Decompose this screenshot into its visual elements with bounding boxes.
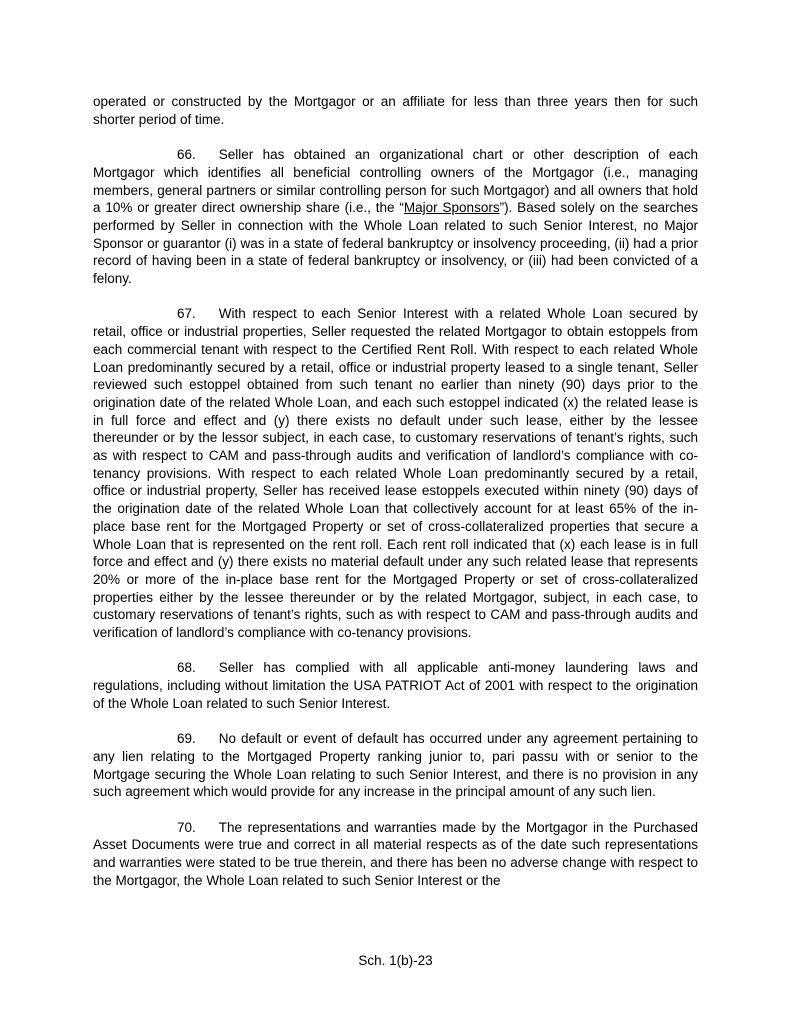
paragraph-number: 69.	[177, 731, 196, 747]
paragraph-67	[93, 305, 698, 641]
paragraph-66	[93, 146, 698, 288]
paragraph-69	[93, 730, 698, 801]
paragraph-70	[93, 819, 698, 890]
paragraph-number: 70.	[177, 819, 196, 835]
paragraph-number: 67.	[177, 306, 196, 322]
paragraph-text: operated or constructed by the Mortgagor or an affiliate for less than three years then for such shorter period of time.	[93, 94, 698, 127]
paragraph-text: No default or event of default has occurred under any agreement pertaining to any lien relating to the Mortgaged Property ranking junior to, pari passu with or senior to the Mortgage securing the Whole Loan relating to such Senior Interest, and there is no provision in any such agreement which would provide for any increase in the principal amount of any such lien.	[93, 731, 698, 800]
paragraph-text: The representations and warranties made by the Mortgagor in the Purchased Asset Documents were true and correct in all material respects as of the date such representations and warranties were stated to be true therein, and there has been no adverse change with respect to the Mortgagor, the Whole Loan related to such Senior Interest or the	[93, 819, 698, 888]
paragraph-text: ”). Based solely on the searches performed by Seller in connection with the Whole Loan related to such Senior Interest, no Major Sponsor or guarantor (i) was in a state of federal bankruptcy or insolvency proceeding, (ii) had a prior record of having been in a state of federal bankruptcy or insolvency, or (iii) had been convicted of a felony.	[93, 200, 698, 287]
defined-term-major-sponsors: Major Sponsors	[403, 200, 500, 216]
paragraph-68	[93, 659, 698, 712]
paragraph-number: 68.	[177, 660, 196, 676]
paragraph-text: Seller has obtained an organizational chart or other description of each Mortgagor which identifies all beneficial controlling owners of the Mortgagor (i.e., managing members, general partners or similar controlling person for such Mortgagor) and all owners that hold a 10% or greater direct ownership share (i.e., the “	[93, 147, 698, 216]
page-number-footer: Sch. 1(b)-23	[358, 953, 433, 968]
paragraph-text: With respect to each Senior Interest with a related Whole Loan secured by retail, office or industrial properties, Seller requested the related Mortgagor to obtain estoppels from each commercial tenant with respect to the Certified Rent Roll. With respect to each related Whole Loan predominantly secured by a retail, office or industrial property leased to a single tenant, Seller reviewed such estoppel obtained from such tenant no earlier than ninety (90) days prior to the origination date of the related Whole Loan, and each such estoppel indicated (x) the related lease is in full force and effect and (y) there exists no default under such lease, either by the lessee thereunder or by the lessor subject, in each case, to customary reservations of tenant’s rights, such as with respect to CAM and pass-through audits and verification of landlord’s compliance with co-tenancy provisions. With respect to each related Whole Loan predominantly secured by a retail, office or industrial property, Seller has received lease estoppels executed within ninety (90) days of the origination date of the related Whole Loan that collectively account for at least 65% of the in-place base rent for the Mortgaged Property or set of cross-collateralized properties that secure a Whole Loan that is represented on the rent roll. Each rent roll indicated that (x) each lease is in full force and effect and (y) there exists no material default under any such related lease that represents 20% or more of the in-place base rent for the Mortgaged Property or set of cross-collateralized properties either by the lessee thereunder or by the related Mortgagor, subject, in each case, to customary reservations of tenant’s rights, such as with respect to CAM and pass-through audits and verification of landlord’s compliance with co-tenancy provisions.	[93, 306, 698, 641]
page-body	[93, 93, 698, 907]
paragraph-number: 66.	[177, 147, 196, 163]
paragraph-continuation	[93, 93, 698, 128]
paragraph-text: Seller has complied with all applicable anti-money laundering laws and regulations, including without limitation the USA PATRIOT Act of 2001 with respect to the origination of the Whole Loan related to such Senior Interest.	[93, 660, 698, 711]
